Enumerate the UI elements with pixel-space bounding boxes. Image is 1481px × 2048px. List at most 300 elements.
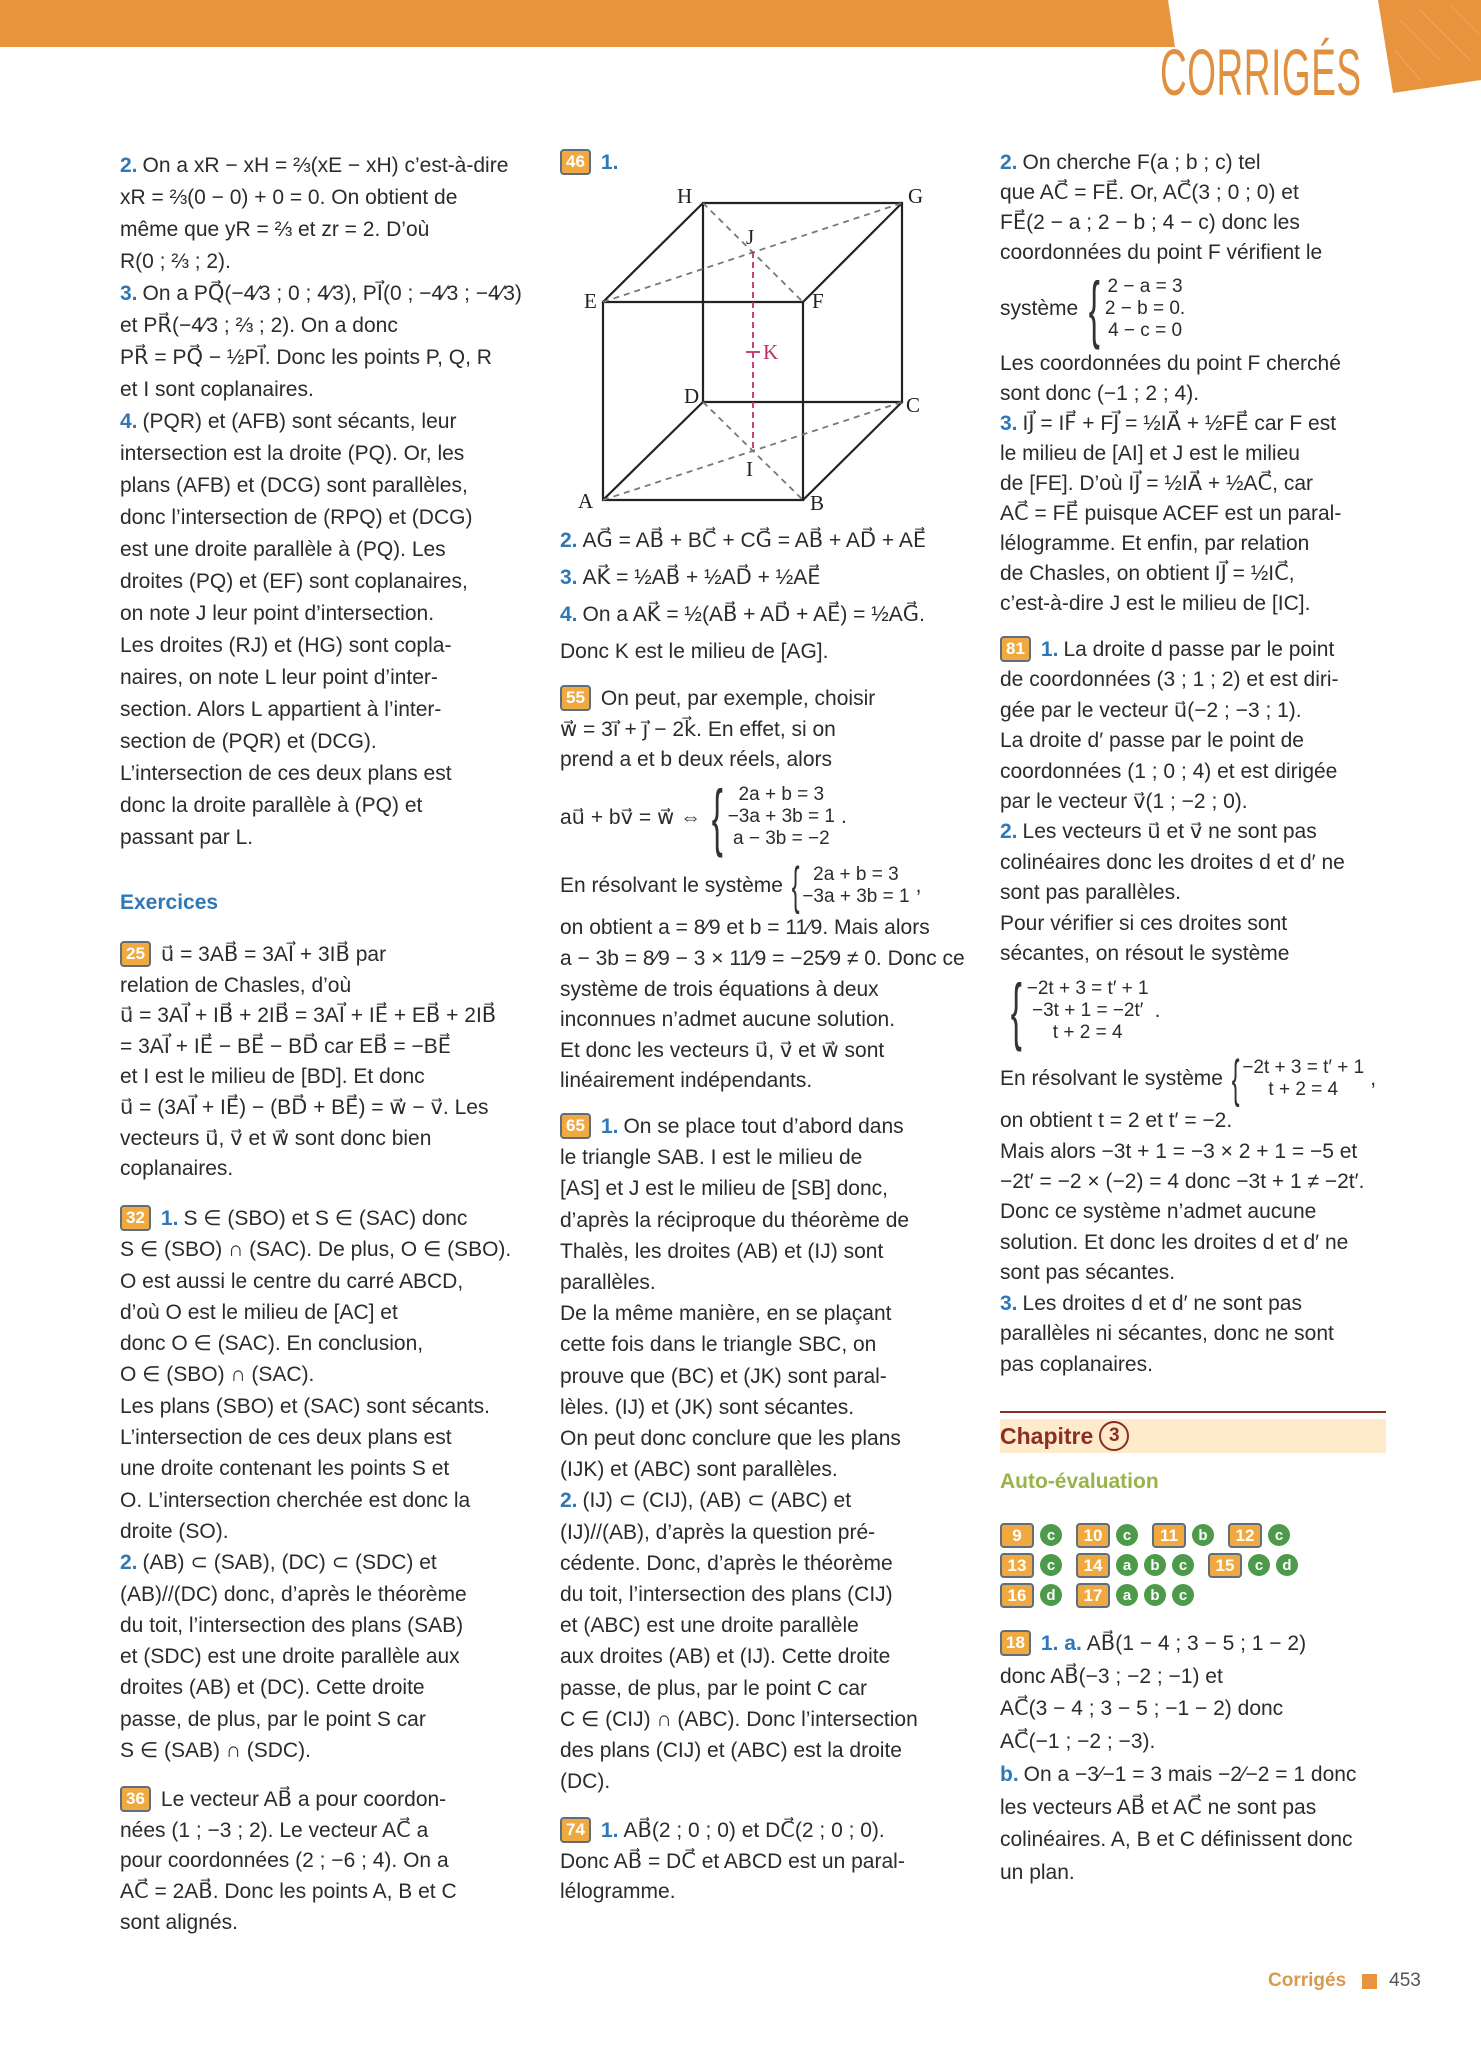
question-number: 1.: [1040, 638, 1059, 661]
section-heading-auto-evaluation: Auto-évaluation: [1000, 1470, 1159, 1493]
text: nées (1 ; −3 ; 2). Le vecteur AC⃗ a: [120, 1818, 429, 1842]
label-I: I: [746, 457, 753, 481]
text-line: [560, 1392, 970, 1423]
text-line: [560, 1766, 970, 1797]
text: le triangle SAB. I est le milieu de: [560, 1146, 863, 1170]
text: FE⃗(2 − a ; 2 − b ; 4 − c) donc les: [1000, 211, 1300, 234]
answer-circle: d: [1040, 1584, 1062, 1606]
text-line: [1000, 1693, 1410, 1726]
text-line: [560, 1454, 970, 1485]
text-line: [1000, 696, 1410, 726]
text-line: [120, 971, 530, 1002]
exercise-55: [560, 684, 970, 1097]
text: prouve que (BC) et (JK) sont paral-: [560, 1364, 887, 1388]
question-number: 1.: [600, 151, 619, 174]
question-badge: 12: [1228, 1523, 1262, 1548]
question-number: 3.: [560, 566, 578, 589]
text-line: [120, 1785, 530, 1816]
page-title: CORRIGÉS: [1160, 35, 1362, 109]
text: système de trois équations à deux: [560, 977, 879, 1001]
brace-icon: {: [791, 856, 800, 915]
text-line: [560, 1329, 970, 1360]
footer: [1268, 1970, 1421, 1992]
system-lead-text: au⃗ + bv⃗ = w⃗ ⇔: [560, 805, 701, 829]
text-line: [120, 758, 530, 790]
text-line: [120, 1266, 530, 1297]
text-line: [560, 1036, 970, 1067]
text-line: [120, 1672, 530, 1703]
text: coordonnées du point F vérifient le: [1000, 241, 1323, 264]
question-number: 3.: [120, 282, 138, 305]
text: u⃗ = 3AI⃗ + IB⃗ + 2IB⃗ = 3AI⃗ + IE⃗ + EB⃗ + 2IB⃗: [120, 1004, 497, 1028]
question-number: 1.: [600, 1115, 619, 1138]
text: aux droites (AB) et (IJ). Cette droite: [560, 1645, 891, 1669]
text: AK⃗ = ½AB⃗ + ½AD⃗ + ½AE⃗: [582, 566, 821, 589]
text: gée par le vecteur u⃗(−2 ; −3 ; 1).: [1000, 698, 1302, 722]
text-line: [120, 1453, 530, 1484]
text: Les droites (RJ) et (HG) sont copla-: [120, 634, 452, 657]
text-line: [1000, 817, 1410, 847]
text-line: [560, 1111, 970, 1142]
text: intersection est la droite (PQ). Or, les: [120, 442, 465, 465]
equation: −3t + 1 = −2t′: [1032, 999, 1144, 1021]
text: (IJK) et (ABC) sont parallèles.: [560, 1458, 838, 1482]
text: le milieu de [AI] et J est le milieu: [1000, 442, 1300, 465]
text: AC⃗ = 2AB⃗. Donc les points A, B et C: [120, 1880, 457, 1904]
brace-icon: {: [1088, 266, 1101, 350]
text-line: [1000, 1197, 1410, 1227]
text: lélogramme. Et enfin, par relation: [1000, 532, 1310, 555]
text: droites (PQ) et (EF) sont coplanaires,: [120, 570, 468, 593]
answer-row: [1000, 1520, 1298, 1550]
label-C: C: [906, 393, 921, 417]
text: Les droites d et d′ ne sont pas: [1022, 1291, 1302, 1315]
text: passant par L.: [120, 826, 254, 849]
text-line: [1000, 757, 1410, 787]
text: PR⃗ = PQ⃗ − ½PI⃗. Donc les points P, Q, R: [120, 346, 492, 369]
text-line: [560, 1517, 970, 1548]
text-line: [1000, 787, 1410, 817]
text: inconnues n’admet aucune solution.: [560, 1008, 896, 1032]
text: Et donc les vecteurs u⃗, v⃗ et w⃗ sont: [560, 1038, 885, 1062]
system-end: ,: [915, 873, 922, 897]
brace-icon: {: [1231, 1049, 1240, 1108]
equation: t + 2 = 4: [1052, 1021, 1123, 1043]
equation: −3a + 3b = 1: [802, 885, 910, 907]
text-line: [1000, 1167, 1410, 1197]
text: O. L’intersection cherchée est donc la: [120, 1488, 471, 1512]
question-number: 2.: [120, 1551, 138, 1575]
text: L’intersection de ces deux plans est: [120, 1426, 452, 1450]
text: parallèles ni sécantes, donc ne sont: [1000, 1322, 1334, 1346]
text-line: [1000, 939, 1410, 969]
question-badge: 16: [1000, 1583, 1034, 1608]
text: droite (SO).: [120, 1519, 229, 1543]
text: Les plans (SBO) et (SAC) sont sécants.: [120, 1394, 490, 1418]
text: pas coplanaires.: [1000, 1352, 1153, 1376]
label-D: D: [684, 384, 700, 408]
equation: 4 − c = 0: [1108, 319, 1183, 341]
question-number: 1.: [600, 1819, 619, 1842]
text-line: [560, 913, 970, 944]
text: Le vecteur AB⃗ a pour coordon-: [160, 1788, 447, 1811]
text-line: [560, 1610, 970, 1641]
system-lead-text: système: [1000, 296, 1079, 320]
text: [AS] et J est le milieu de [SB] donc,: [560, 1177, 888, 1201]
answer-circle: c: [1172, 1554, 1194, 1576]
text-line: [560, 1173, 970, 1204]
answer-circle: a: [1116, 1584, 1138, 1606]
text: AB⃗(2 ; 0 ; 0) et DC⃗(2 ; 0 ; 0).: [623, 1819, 885, 1842]
text: On a PQ⃗(−4⁄3 ; 0 ; 4⁄3), PI⃗(0 ; −4⁄3 ; −4⁄3): [142, 282, 522, 305]
question-number: 3.: [1000, 412, 1018, 435]
text: on obtient a = 8⁄9 et b = 11⁄9. Mais alors: [560, 916, 930, 940]
exercise-number-badge: 55: [560, 685, 591, 711]
text-line: [1000, 878, 1410, 908]
text: C ∈ (CIJ) ∩ (ABC). Donc l’intersection: [560, 1707, 918, 1731]
text-line: [560, 1205, 970, 1236]
question-number: 2.: [560, 1489, 578, 1513]
text: donc la droite parallèle à (PQ) et: [120, 794, 423, 817]
exercise-number-badge: 32: [120, 1205, 151, 1231]
exercise-number-badge: 46: [560, 149, 591, 175]
text-line: [120, 1391, 530, 1422]
text-line: [120, 1001, 530, 1032]
chapter-header: [1000, 1419, 1386, 1453]
text: du toit, l’intersection des plans (CIJ): [560, 1583, 893, 1607]
text: Pour vérifier si ces droites sont: [1000, 911, 1288, 935]
chapter-number: 3: [1099, 1421, 1129, 1451]
text: AC⃗(−1 ; −2 ; −3).: [1000, 1730, 1156, 1754]
text: donc O ∈ (SAC). En conclusion,: [120, 1332, 424, 1356]
equation-system: [560, 776, 970, 859]
text: S ∈ (SBO) et S ∈ (SAC) donc: [183, 1207, 468, 1230]
footer-square-icon: [1362, 1974, 1377, 1989]
system-equations: [1027, 978, 1149, 1044]
text: De la même manière, en se plaçant: [560, 1302, 892, 1326]
text: AB⃗(1 − 4 ; 3 − 5 ; 1 − 2): [1086, 1632, 1307, 1655]
text-line: [120, 790, 530, 822]
text-line: [560, 633, 970, 670]
exercise-number-badge: 65: [560, 1113, 591, 1139]
text: AC⃗(3 − 4 ; 3 − 5 ; −1 − 2) donc: [1000, 1697, 1284, 1721]
text-line: [120, 662, 530, 694]
text-line: [560, 975, 970, 1006]
equation: −2t + 3 = t′ + 1: [1242, 1056, 1365, 1078]
text-line: [120, 1422, 530, 1453]
text: −2t′ = −2 × (−2) = 4 donc −3t + 1 ≠ −2t′.: [1000, 1170, 1365, 1194]
text: des plans (CIJ) et (ABC) est la droite: [560, 1739, 902, 1763]
text: pour coordonnées (2 ; −6 ; 4). On a: [120, 1849, 449, 1873]
question-number: 1. a.: [1040, 1632, 1082, 1655]
answer-grid: [1000, 1520, 1298, 1610]
question-badge: 10: [1076, 1523, 1110, 1548]
text: L’intersection de ces deux plans est: [120, 762, 452, 785]
text-line: [120, 1547, 530, 1578]
answer-block: [120, 888, 530, 918]
answer-circle: c: [1040, 1524, 1062, 1546]
text-line: [120, 1297, 530, 1328]
exercise-number-badge: 81: [1000, 636, 1031, 662]
text: Mais alors −3t + 1 = −3 × 2 + 1 = −5 et: [1000, 1139, 1358, 1163]
text: = 3AI⃗ + IE⃗ − BE⃗ − BD⃗ car EB⃗ = −BE⃗: [120, 1034, 452, 1058]
text: (IJ)//(AB), d’après la question pré-: [560, 1520, 876, 1544]
text: Donc K est le milieu de [AG].: [560, 640, 829, 663]
equation: −3a + 3b = 1: [727, 806, 835, 828]
text-line: [1000, 1628, 1410, 1661]
text: une droite contenant les points S et: [120, 1457, 450, 1481]
text-line: [120, 822, 530, 854]
answer-circle: b: [1144, 1584, 1166, 1606]
answer-row: [1000, 1550, 1298, 1580]
question-number: 2.: [560, 529, 578, 552]
text-line: [1000, 1350, 1410, 1380]
text: On a AK⃗ = ½(AB⃗ + AD⃗ + AE⃗) = ½AG⃗.: [582, 603, 925, 626]
text-line: [1000, 1857, 1410, 1890]
question-number: 2.: [1000, 820, 1018, 844]
text-line: [560, 1816, 970, 1847]
question-number: b.: [1000, 1762, 1019, 1786]
text-line: [120, 1485, 530, 1516]
text-line: [1000, 1792, 1410, 1825]
text-line: [120, 630, 530, 662]
text: (AB) ⊂ (SAB), (DC) ⊂ (SDC) et: [142, 1551, 437, 1575]
system-lead-text: En résolvant le système: [1000, 1066, 1223, 1090]
text: R(0 ; ⅔ ; 2).: [120, 250, 231, 273]
text-line: [560, 1548, 970, 1579]
text: c’est-à-dire J est le milieu de [IC].: [1000, 592, 1311, 615]
question-badge: 15: [1208, 1553, 1242, 1578]
answer-circle: b: [1144, 1554, 1166, 1576]
text: colinéaires. A, B et C définissent donc: [1000, 1828, 1353, 1852]
page-number: 453: [1389, 1970, 1421, 1991]
text-line: [120, 1704, 530, 1735]
exercise-81: [1000, 635, 1410, 1380]
label-G: G: [908, 184, 924, 208]
label-F: F: [812, 289, 824, 313]
text: O ∈ (SBO) ∩ (SAC).: [120, 1363, 315, 1387]
system-equations: [802, 864, 909, 908]
text: que AC⃗ = FE⃗. Or, AC⃗(3 ; 0 ; 0) et: [1000, 181, 1299, 204]
brace-icon: {: [711, 775, 723, 859]
text: Les coordonnées du point F cherché: [1000, 352, 1341, 375]
text-line: [1000, 909, 1410, 939]
label-B: B: [810, 491, 825, 515]
text-line: [120, 1124, 530, 1155]
text: passe, de plus, par le point C car: [560, 1676, 868, 1700]
text: de [FE]. D’où IJ⃗ = ½IA⃗ + ½AC⃗, car: [1000, 472, 1314, 495]
text: S ∈ (SBO) ∩ (SAC). De plus, O ∈ (SBO).: [120, 1238, 512, 1262]
text-line: [120, 566, 530, 598]
text-line: [120, 1328, 530, 1359]
equation-system: [1000, 1049, 1410, 1108]
system-end: .: [840, 805, 847, 829]
equation: a − 3b = −2: [732, 828, 830, 850]
system-lead-text: En résolvant le système: [560, 873, 783, 897]
cube-figure: [0, 0, 1481, 560]
answer-circle: c: [1172, 1584, 1194, 1606]
text-line: [1000, 1228, 1410, 1258]
text: u⃗ = 3AB⃗ = 3AI⃗ + 3IB⃗ par: [160, 943, 387, 966]
text: section de (PQR) et (DCG).: [120, 730, 377, 753]
label-K: K: [763, 340, 779, 364]
text: les vecteurs AB⃗ et AC⃗ ne sont pas: [1000, 1795, 1317, 1819]
text: Donc AB⃗ = DC⃗ et ABCD est un paral-: [560, 1849, 905, 1873]
text-line: [560, 1877, 970, 1908]
answer-circle: a: [1116, 1554, 1138, 1576]
text: (DC).: [560, 1770, 611, 1794]
text: On peut donc conclure que les plans: [560, 1427, 901, 1451]
text: et PR⃗(−4⁄3 ; ⅔ ; 2). On a donc: [120, 314, 398, 337]
label-A: A: [578, 489, 594, 513]
text-line: [1000, 589, 1410, 619]
text-line: [1000, 559, 1410, 589]
text-line: [560, 1673, 970, 1704]
text-line: [560, 1142, 970, 1173]
text-line: [560, 1641, 970, 1672]
text-line: [560, 684, 970, 715]
text-line: [120, 1610, 530, 1641]
question-badge: 11: [1152, 1523, 1186, 1548]
answer-circle: c: [1248, 1554, 1270, 1576]
text: Donc ce système n’admet aucune: [1000, 1200, 1317, 1224]
question-number: 2.: [1000, 151, 1018, 174]
exercise-number-badge: 74: [560, 1817, 591, 1843]
text-line: [1000, 635, 1410, 665]
system-equations: [728, 784, 835, 850]
label-H: H: [677, 184, 693, 208]
text-line: [560, 1066, 970, 1097]
text: (PQR) et (AFB) sont sécants, leur: [142, 410, 457, 433]
text-line: [120, 1203, 530, 1234]
text: sont donc (−1 ; 2 ; 4).: [1000, 382, 1200, 405]
text-line: [560, 1236, 970, 1267]
text: La droite d passe par le point: [1063, 638, 1335, 661]
system-end: .: [1154, 998, 1161, 1022]
text-line: [1000, 1106, 1410, 1136]
text-line: [560, 1735, 970, 1766]
text-line: [120, 1579, 530, 1610]
text: sont pas sécantes.: [1000, 1261, 1176, 1285]
question-badge: 17: [1076, 1583, 1110, 1608]
text-line: [560, 559, 970, 596]
text: vecteurs u⃗, v⃗ et w⃗ sont donc bien: [120, 1126, 432, 1150]
text-line: [120, 1032, 530, 1063]
text: coordonnées (1 ; 0 ; 4) et est dirigée: [1000, 759, 1338, 783]
text-line: [120, 1154, 530, 1185]
footer-label: Corrigés: [1268, 1970, 1347, 1991]
text: naires, on note L leur point d’inter-: [120, 666, 438, 689]
text-line: [120, 694, 530, 726]
text: IJ⃗ = IF⃗ + FJ⃗ = ½IA⃗ + ½FE⃗ car F est: [1022, 412, 1337, 435]
question-number: 1.: [160, 1207, 179, 1230]
exercise-number-badge: 18: [1000, 1630, 1031, 1656]
text: AG⃗ = AB⃗ + BC⃗ + CG⃗ = AB⃗ + AD⃗ + AE⃗: [582, 529, 927, 552]
text: S ∈ (SAB) ∩ (SDC).: [120, 1739, 311, 1763]
text: (IJ) ⊂ (CIJ), (AB) ⊂ (ABC) et: [582, 1489, 852, 1513]
text: w⃗ = 3i⃗ + j⃗ − 2k⃗. En effet, si on: [560, 717, 836, 741]
text-line: [560, 1267, 970, 1298]
chapter-label: Chapitre: [1000, 1422, 1094, 1449]
exercise-74: [560, 1816, 970, 1908]
question-badge: 13: [1000, 1553, 1034, 1578]
text: lélogramme.: [560, 1880, 676, 1904]
text: d’où O est le milieu de [AC] et: [120, 1300, 398, 1324]
label-E: E: [584, 289, 597, 313]
equation: 2 − b = 0.: [1104, 297, 1186, 319]
question-badge: 9: [1000, 1523, 1034, 1548]
text: de Chasles, on obtient IJ⃗ = ½IC⃗,: [1000, 562, 1295, 585]
text-line: [1000, 665, 1410, 695]
text-line: [1000, 726, 1410, 756]
text: (AB)//(DC) donc, d’après le théorème: [120, 1582, 467, 1606]
text-line: [1000, 1319, 1410, 1349]
answer-circle: d: [1276, 1554, 1298, 1576]
equation: 2 − a = 3: [1107, 275, 1183, 297]
text: donc AB⃗(−3 ; −2 ; −1) et: [1000, 1664, 1223, 1688]
text: passe, de plus, par le point S car: [120, 1707, 426, 1731]
text: a − 3b = 8⁄9 − 3 × 11⁄9 = −25⁄9 ≠ 0. Donc ce: [560, 947, 965, 971]
text: Thalès, les droites (AB) et (IJ) sont: [560, 1239, 884, 1263]
text: par le vecteur v⃗(1 ; −2 ; 0).: [1000, 790, 1248, 814]
text: cette fois dans le triangle SBC, on: [560, 1333, 877, 1357]
text-line: [560, 1298, 970, 1329]
text: et I sont coplanaires.: [120, 378, 314, 401]
text: on note J leur point d’intersection.: [120, 602, 435, 625]
text: et I est le milieu de [BD]. Et donc: [120, 1065, 425, 1089]
system-equations: [1242, 1057, 1364, 1101]
text: parallèles.: [560, 1271, 656, 1295]
exercise-65: [560, 1111, 970, 1797]
chapter-divider: [1000, 1411, 1386, 1413]
text-line: [120, 726, 530, 758]
brace-icon: {: [1010, 968, 1022, 1052]
answer-circle: b: [1192, 1524, 1214, 1546]
text-line: [1000, 848, 1410, 878]
text: droites (AB) et (DC). Cette droite: [120, 1676, 425, 1700]
text-line: [120, 1816, 530, 1847]
text: du toit, l’intersection des plans (SAB): [120, 1613, 464, 1637]
text: sont alignés.: [120, 1910, 238, 1934]
equation: −2t + 3 = t′ + 1: [1026, 977, 1149, 999]
exercise-number-badge: 36: [120, 1786, 151, 1812]
text-line: [120, 1846, 530, 1877]
text: sont pas parallèles.: [1000, 881, 1181, 905]
answer-row: [1000, 1580, 1298, 1610]
text-line: [120, 1062, 530, 1093]
exercise-18: [1000, 1628, 1410, 1890]
text: On se place tout d’abord dans: [623, 1115, 904, 1138]
text: coplanaires.: [120, 1157, 234, 1181]
text: linéairement indépendants.: [560, 1069, 813, 1093]
question-number: 4.: [120, 410, 138, 433]
text: même que yR = ⅔ et zr = 2. D’où: [120, 218, 430, 241]
equation: 2a + b = 3: [738, 784, 825, 806]
text-line: [120, 1735, 530, 1766]
text-line: [560, 1579, 970, 1610]
text: d’après la réciproque du théorème de: [560, 1208, 910, 1232]
text-line: [560, 715, 970, 746]
text: prend a et b deux réels, alors: [560, 748, 832, 772]
exercise-36: [120, 1785, 530, 1939]
section-heading: Exercices: [120, 891, 219, 914]
text-line: [560, 1485, 970, 1516]
text: sécantes, on résout le système: [1000, 942, 1290, 966]
text-line: [560, 596, 970, 633]
text-line: [1000, 1258, 1410, 1288]
text-line: [560, 1847, 970, 1878]
text-line: [120, 598, 530, 630]
